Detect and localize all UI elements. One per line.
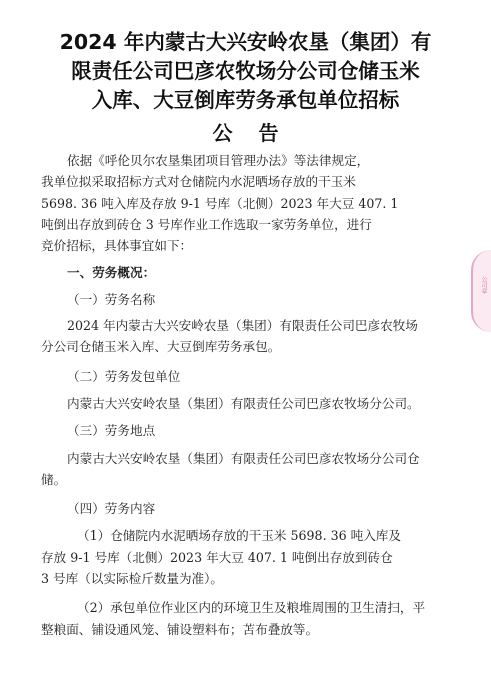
- intro-paragraph: [41, 150, 453, 256]
- section-1-heading: 一、劳务概况：: [67, 265, 156, 281]
- sub-4-item-2-line-2: 整粮面、铺设通风笼、铺设塑料布；苫布叠放等。: [41, 621, 319, 637]
- sub-1-heading: （一）劳务名称: [67, 291, 156, 307]
- seal-text: 公司章: [480, 276, 487, 294]
- sub-1-line-1: 2024 年内蒙古大兴安岭农垦（集团）有限责任公司巴彦农牧场: [67, 318, 418, 334]
- title-line-2: 限责任公司巴彦农牧场分公司仓储玉米: [71, 59, 420, 83]
- sub-4-heading: （四）劳务内容: [67, 501, 156, 517]
- sub-4-item-1-line-2: 存放 9-1 号库（北侧）2023 年大豆 407. 1 吨倒出存放到砖仓: [41, 549, 393, 565]
- intro-line-4: 吨倒出存放到砖仓 3 号库作业工作选取一家劳务单位，进行: [41, 216, 372, 232]
- intro-line-5: 竞价招标，具体事宜如下：: [41, 238, 193, 254]
- intro-line-3: 5698. 36 吨入库及存放 9-1 号库（北侧）2023 年大豆 407. 1: [41, 195, 399, 211]
- sub-2-line-1: 内蒙古大兴安岭农垦（集团）有限责任公司巴彦农牧场分公司。: [67, 395, 420, 411]
- intro-line-1: 依据《呼伦贝尔农垦集团项目管理办法》等法律规定，: [67, 153, 370, 168]
- partial-seal-stamp: [471, 250, 491, 332]
- sub-3-line-1: 内蒙古大兴安岭农垦（集团）有限责任公司巴彦农牧场分公司仓: [67, 450, 420, 466]
- title-line-1: 2024 年内蒙古大兴安岭农垦（集团）有: [59, 30, 432, 54]
- sub-4-item-2-line-1: （2）承包单位作业区内的环境卫生及粮堆周围的卫生清扫，平: [77, 600, 426, 616]
- sub-4-item-1-line-1: （1）仓储院内水泥晒场存放的干玉米 5698. 36 吨入库及: [77, 528, 401, 544]
- sub-1-line-2: 分公司仓储玉米入库、大豆倒库劳务承包。: [41, 339, 281, 355]
- intro-line-2: 我单位拟采取招标方式对仓储院内水泥晒场存放的干玉米: [41, 174, 356, 190]
- sub-4-item-1-line-3: 3 号库（以实际检斤数量为准）。: [41, 571, 224, 587]
- sub-2-heading: （二）劳务发包单位: [67, 368, 181, 384]
- notice-heading: 公告: [212, 121, 305, 145]
- sub-3-heading: （三）劳务地点: [67, 423, 156, 439]
- document-body: [41, 150, 453, 640]
- document-title: [30, 28, 461, 115]
- sub-3-line-2: 储。: [41, 471, 67, 487]
- title-line-3: 入库、大豆倒库劳务承包单位招标: [91, 88, 400, 112]
